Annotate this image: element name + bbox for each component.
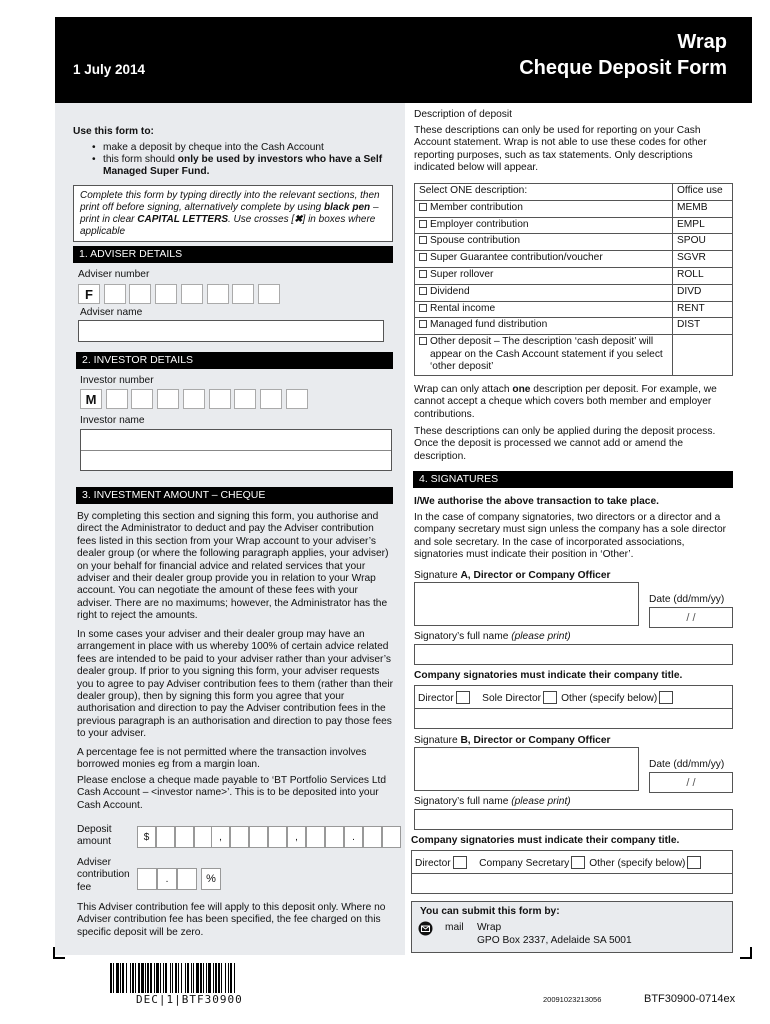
barcode-bar [203,963,204,993]
barcode-bar [225,963,226,993]
description-row[interactable] [415,251,733,268]
use-form-bullet-1: • make a deposit by cheque into the Cash Account [92,142,392,154]
investment-para-1: By completing this section and signing this form, you authorise and direct the Administrator to deduct and pay the Adviser contribution fees listed in this section from your Wrap account to your adviser’s dealer group (or where the following paragraph applies, your adviser) on your behalf for financial advice and related services that your adviser and their dealer group provide you in relation to your Wrap account. You can negotiate the amount of these fees with your adviser. There are no maximums; however, the Administrator has the right to reject the amounts. [77,511,389,622]
description-row[interactable] [415,301,733,318]
description-checkbox[interactable] [419,220,427,228]
barcode-image [110,963,278,993]
barcode-bar [187,963,189,993]
office-use-code: DIVD [673,284,733,301]
office-use-code: MEMB [673,200,733,217]
barcode-bar [181,963,182,993]
barcode-bar [138,963,140,993]
barcode-bar [175,963,177,993]
deposit-digit-cell [363,826,382,848]
description-note-2: These descriptions can only be applied during the deposit process. Once the deposit is processed we cannot add or amend the description. [414,426,716,462]
signature-a-date-input[interactable]: / / [649,607,733,628]
adviser-name-label: Adviser name [80,307,143,318]
company-signatory-note: In the case of company signatories, two directors or a director and a company secretary must sign unless the company has a sole director and sole secretary. In the case of incorporated associations, signatories must indicate their position in ‘Other’. [414,512,726,561]
document-number: 20091023213056 [543,995,602,1004]
signature-a-fullname-label: Signatory’s full name (please print) [414,631,571,642]
deposit-digit-cell [156,826,175,848]
signature-a-title-box: Director Sole Director Other (specify below) [414,685,733,729]
investment-para-2: In some cases your adviser and their dealer group may have an arrangement in place with us whereby 100% of certain advice related fees are intended to be paid to your adviser rather than your adviser’s dealer group. If prior to you signing this form, your adviser requests you to agree to pay Adviser contribution fees to them (rather than their dealer group), then by signing this form you agree that your authorisation and direction to pay the Adviser contribution fees in the previous paragraph is an authorisation and direction to pay those fees to your adviser. [77,629,393,740]
number-digit-cell[interactable] [234,389,256,409]
deposit-digit-cell [175,826,194,848]
description-row[interactable] [415,234,733,251]
barcode-bar [172,963,173,993]
number-digit-cell[interactable]: M [80,389,102,409]
number-digit-cell[interactable] [181,284,203,304]
office-use-code: SPOU [673,234,733,251]
barcode-bar [206,963,207,993]
barcode-bar [178,963,179,993]
barcode-bar [132,963,134,993]
signature-b-date-label: Date (dd/mm/yy) [649,759,725,770]
form-date: 1 July 2014 [73,62,146,77]
number-digit-cell[interactable] [131,389,153,409]
instructions-box: Complete this form by typing directly into the relevant sections, then print off before signing, alternatively complete by using black pen – print in clear CAPITAL LETTERS. Use crosses [✖] in boxes where applicable [73,185,393,242]
submit-box [411,901,733,953]
description-table [414,183,733,376]
number-digit-cell[interactable] [207,284,229,304]
signature-a-box[interactable] [414,582,639,626]
deposit-digit-cell: . [344,826,363,848]
header-banner [55,17,752,103]
office-use-code: EMPL [673,217,733,234]
crop-mark-bottom-left [53,947,65,959]
number-digit-cell[interactable] [209,389,231,409]
barcode-bar [120,963,121,993]
description-label: Super Guarantee contribution/voucher [430,252,603,264]
number-digit-cell[interactable] [232,284,254,304]
description-checkbox[interactable] [419,320,427,328]
description-label: Other deposit – The description ‘cash deposit’ will appear on the Cash Account statement if you select ‘other deposit’ [430,336,663,373]
barcode-bar [230,963,232,993]
submit-address-1: Wrap [477,922,502,933]
barcode-bar [141,963,144,993]
deposit-digit-cell [382,826,401,848]
barcode-bar [150,963,152,993]
number-digit-cell[interactable]: F [78,284,100,304]
submit-address-2: GPO Box 2337, Adelaide SA 5001 [477,935,632,946]
number-digit-cell[interactable] [286,389,308,409]
barcode-bar [185,963,186,993]
barcode-bar [147,963,149,993]
description-label: Employer contribution [430,218,529,230]
barcode-bar [126,963,127,993]
other-checkbox-b[interactable] [687,856,701,869]
description-heading: Description of deposit [414,109,512,120]
description-note-1: Wrap can only attach one description per deposit. For example, we cannot accept a cheque which covers both member and employer contributions. [414,384,717,420]
description-label: Spouse contribution [430,235,521,247]
signature-a-date-label: Date (dd/mm/yy) [649,594,725,605]
deposit-digit-cell [306,826,325,848]
signatures-header: 4. SIGNATURES [413,471,733,488]
authorise-text: I/We authorise the above transaction to take place. [414,496,659,507]
barcode-bar [156,963,159,993]
signature-b-label: Signature B, Director or Company Officer [414,735,611,746]
deposit-digit-cell [268,826,287,848]
deposit-digit-cell: $ [137,826,156,848]
signature-b-fullname-input[interactable] [414,809,733,830]
office-use-col-header: Office use [673,184,733,201]
deposit-digit-cell [249,826,268,848]
description-label: Super rollover [430,268,494,280]
signature-a-label: Signature A, Director or Company Officer [414,570,611,581]
use-form-list [92,142,392,179]
barcode-bar [196,963,199,993]
barcode-bar [200,963,202,993]
barcode-bar [191,963,192,993]
number-digit-cell[interactable] [129,284,151,304]
barcode-bar [130,963,131,993]
barcode-bar [154,963,155,993]
office-use-code: RENT [673,301,733,318]
other-checkbox-a[interactable] [659,691,673,704]
form-code: BTF30900-0714ex [644,993,736,1005]
barcode-bar [113,963,114,993]
number-digit-cell[interactable] [260,389,282,409]
signature-b-fullname-label: Signatory’s full name (please print) [414,796,571,807]
percent-sign: % [201,868,221,890]
signature-b-box[interactable] [414,747,639,791]
crop-mark-bottom-right [740,947,752,959]
description-checkbox[interactable] [419,270,427,278]
barcode-bar [160,963,161,993]
submit-heading: You can submit this form by: [420,906,560,917]
deposit-digit-cell: , [211,826,230,848]
investment-amount-header: 3. INVESTMENT AMOUNT – CHEQUE [76,487,393,504]
barcode-bar [116,963,119,993]
barcode-bar [208,963,211,993]
description-row[interactable] [415,200,733,217]
barcode-bar [122,963,124,993]
investor-name-label: Investor name [80,415,145,426]
form-title: Cheque Deposit Form [519,57,727,79]
description-checkbox[interactable] [419,337,427,345]
office-use-code: SGVR [673,251,733,268]
description-col-header: Select ONE description: [415,184,673,201]
office-use-code: DIST [673,318,733,335]
description-row[interactable] [415,335,733,376]
signature-a-title-note: Company signatories must indicate their company title. [414,670,683,681]
barcode-bar [213,963,214,993]
deposit-digit-cell: , [287,826,306,848]
description-checkbox[interactable] [419,253,427,261]
description-label: Dividend [430,285,470,297]
barcode-bar [110,963,112,993]
description-row[interactable] [415,318,733,335]
description-label: Managed fund distribution [430,319,548,331]
investor-name-input[interactable] [80,429,392,471]
barcode-bar [170,963,171,993]
barcode-bar [135,963,136,993]
cross-icon: ✖ [294,214,303,225]
adviser-details-header: 1. ADVISER DETAILS [73,246,393,263]
description-checkbox[interactable] [419,304,427,312]
submit-method: mail [445,922,464,933]
barcode-bar [165,963,167,993]
number-digit-cell[interactable] [157,389,179,409]
barcode-bar [193,963,194,993]
office-use-code: ROLL [673,267,733,284]
barcode-bar [218,963,220,993]
deposit-digit-cell [325,826,344,848]
description-checkbox[interactable] [419,236,427,244]
description-label: Rental income [430,302,496,314]
director-checkbox-a[interactable] [456,691,470,704]
office-use-code [673,335,733,376]
barcode-bar [234,963,235,993]
number-digit-cell[interactable] [104,284,126,304]
number-digit-cell[interactable] [183,389,205,409]
investment-para-4: Please enclose a cheque made payable to ‘BT Portfolio Services Ltd Cash Account – <investor name>’. This is to be deposited into your Cash Account. [77,775,387,811]
sole-director-checkbox-a[interactable] [543,691,557,704]
deposit-digit-cell [230,826,249,848]
description-checkbox[interactable] [419,287,427,295]
barcode-bar [228,963,229,993]
signature-a-fullname-input[interactable] [414,644,733,665]
use-form-heading: Use this form to: [73,126,154,137]
adviser-number-label: Adviser number [78,269,150,280]
description-intro: These descriptions can only be used for reporting on your Cash Account statement. Wrap is not able to use these codes for other reporting purposes, such as tax statements. Only descriptions indicated below will appear. [414,125,707,174]
barcode-bar [221,963,222,993]
number-digit-cell[interactable] [106,389,128,409]
investor-details-header: 2. INVESTOR DETAILS [76,352,393,369]
barcode-bar [145,963,146,993]
mail-icon [418,921,433,936]
number-digit-cell[interactable] [155,284,177,304]
form-title-brand: Wrap [677,31,727,53]
description-checkbox[interactable] [419,203,427,211]
signature-b-title-box: Director Company Secretary Other (specify below) [411,850,733,894]
barcode-bar [215,963,217,993]
description-label: Member contribution [430,201,523,213]
use-form-bullet-2: • this form should only be used by investors who have a Self Managed Super Fund. [92,154,392,178]
signature-b-title-note: Company signatories must indicate their company title. [411,835,680,846]
adviser-fee-note: This Adviser contribution fee will apply to this deposit only. Where no Adviser contribution fee has been specified, the fee charged on this specific deposit will be zero. [77,902,386,938]
company-secretary-checkbox-b[interactable] [571,856,585,869]
number-digit-cell[interactable] [258,284,280,304]
adviser-fee-label: Adviser contribution fee [77,857,130,893]
adviser-name-input[interactable] [78,320,384,342]
deposit-amount-label: Deposit amount [77,824,112,848]
signature-b-date-input[interactable]: / / [649,772,733,793]
description-row[interactable] [415,284,733,301]
director-checkbox-b[interactable] [453,856,467,869]
barcode-text: DEC|1|BTF30900 [136,993,243,1006]
investment-para-3: A percentage fee is not permitted where the transaction involves borrowed monies eg from a margin loan. [77,747,367,771]
description-row[interactable] [415,267,733,284]
barcode-bar [163,963,164,993]
description-row[interactable] [415,217,733,234]
investor-number-label: Investor number [80,375,154,386]
